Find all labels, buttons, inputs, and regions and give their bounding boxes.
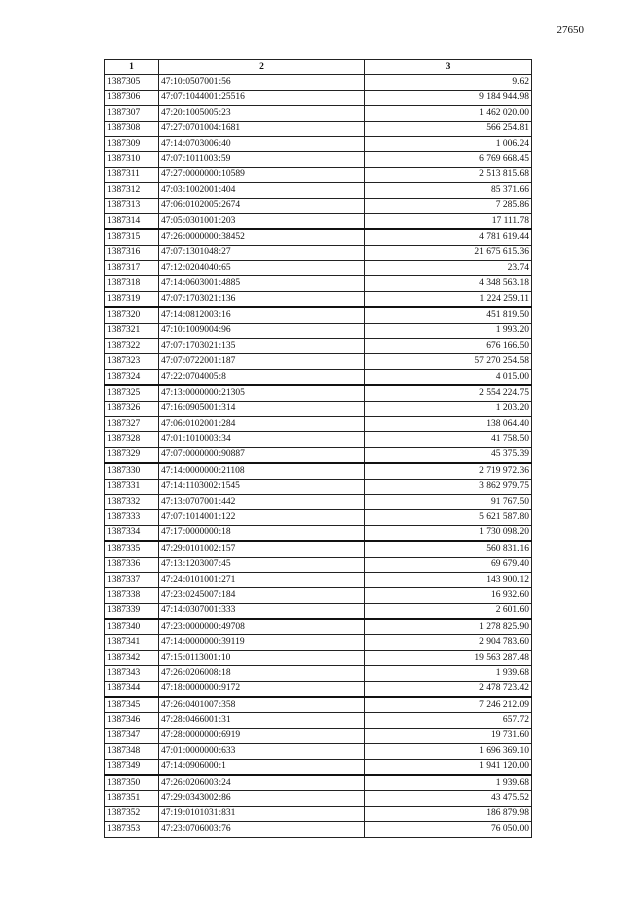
table-row (105, 494, 532, 509)
table-row (105, 822, 532, 837)
cadastral-number-cell: 47:01:1010003:34 (159, 432, 365, 447)
table-row (105, 339, 532, 354)
value-cell: 2 513 815.68 (365, 167, 532, 182)
table-row (105, 572, 532, 587)
cadastral-number-cell: 47:14:0603001:4885 (159, 276, 365, 291)
cadastral-number-cell: 47:26:0000000:38452 (159, 229, 365, 245)
table-row (105, 432, 532, 447)
row-number-cell: 1387352 (105, 806, 159, 821)
value-cell: 1 278 825.90 (365, 619, 532, 635)
table-row (105, 681, 532, 697)
table-row (105, 603, 532, 619)
table-row (105, 75, 532, 90)
table-row (105, 525, 532, 541)
value-cell: 560 831.16 (365, 541, 532, 557)
value-cell: 43 475.52 (365, 791, 532, 806)
value-cell: 143 900.12 (365, 572, 532, 587)
value-cell: 186 879.98 (365, 806, 532, 821)
table-row (105, 198, 532, 213)
row-number-cell: 1387333 (105, 510, 159, 525)
cadastral-number-cell: 47:29:0343002:86 (159, 791, 365, 806)
table-row (105, 541, 532, 557)
table-row (105, 354, 532, 369)
cadastral-number-cell: 47:27:0701004:1681 (159, 121, 365, 136)
value-cell: 7 246 212.09 (365, 697, 532, 713)
row-number-cell: 1387309 (105, 136, 159, 151)
row-number-cell: 1387311 (105, 167, 159, 182)
cadastral-number-cell: 47:20:1005005:23 (159, 106, 365, 121)
table-row (105, 183, 532, 198)
row-number-cell: 1387353 (105, 822, 159, 837)
row-number-cell: 1387320 (105, 307, 159, 323)
row-number-cell: 1387349 (105, 759, 159, 775)
table-row (105, 588, 532, 603)
table-row (105, 106, 532, 121)
row-number-cell: 1387305 (105, 75, 159, 90)
table-row (105, 323, 532, 338)
value-cell: 1 006.24 (365, 136, 532, 151)
table-row (105, 167, 532, 182)
cadastral-number-cell: 47:13:0000000:21305 (159, 385, 365, 401)
table-row (105, 369, 532, 385)
row-number-cell: 1387339 (105, 603, 159, 619)
cadastral-number-cell: 47:22:0704005:8 (159, 369, 365, 385)
row-number-cell: 1387319 (105, 291, 159, 307)
table-row (105, 759, 532, 775)
row-number-cell: 1387341 (105, 635, 159, 650)
row-number-cell: 1387315 (105, 229, 159, 245)
value-cell: 1 993.20 (365, 323, 532, 338)
table-row (105, 791, 532, 806)
value-cell: 138 064.40 (365, 416, 532, 431)
row-number-cell: 1387338 (105, 588, 159, 603)
value-cell: 6 769 668.45 (365, 152, 532, 167)
row-number-cell: 1387347 (105, 728, 159, 743)
cadastral-number-cell: 47:16:0905001:314 (159, 401, 365, 416)
cadastral-number-cell: 47:14:0000000:21108 (159, 463, 365, 479)
cadastral-number-cell: 47:13:0707001:442 (159, 494, 365, 509)
table-row (105, 775, 532, 791)
value-cell: 9 184 944.98 (365, 90, 532, 105)
cadastral-number-cell: 47:07:1044001:25516 (159, 90, 365, 105)
cadastral-value-table (104, 59, 532, 838)
page-number: 27650 (556, 24, 584, 36)
cadastral-number-cell: 47:10:1009004:96 (159, 323, 365, 338)
table-row (105, 806, 532, 821)
value-cell: 76 050.00 (365, 822, 532, 837)
row-number-cell: 1387312 (105, 183, 159, 198)
cadastral-number-cell: 47:28:0466001:31 (159, 713, 365, 728)
cadastral-number-cell: 47:29:0101002:157 (159, 541, 365, 557)
value-cell: 2 554 224.75 (365, 385, 532, 401)
row-number-cell: 1387308 (105, 121, 159, 136)
cadastral-number-cell: 47:07:0722001:187 (159, 354, 365, 369)
row-number-cell: 1387306 (105, 90, 159, 105)
table-row (105, 744, 532, 759)
value-cell: 1 939.68 (365, 666, 532, 681)
row-number-cell: 1387351 (105, 791, 159, 806)
value-cell: 676 166.50 (365, 339, 532, 354)
row-number-cell: 1387321 (105, 323, 159, 338)
row-number-cell: 1387337 (105, 572, 159, 587)
row-number-cell: 1387307 (105, 106, 159, 121)
cadastral-number-cell: 47:07:1703021:135 (159, 339, 365, 354)
row-number-cell: 1387336 (105, 557, 159, 572)
cadastral-number-cell: 47:27:0000000:10589 (159, 167, 365, 182)
column-header-2: 2 (159, 60, 365, 75)
value-cell: 1 730 098.20 (365, 525, 532, 541)
value-cell: 91 767.50 (365, 494, 532, 509)
table-row (105, 213, 532, 229)
cadastral-number-cell: 47:07:1014001:122 (159, 510, 365, 525)
cadastral-number-cell: 47:14:0703006:40 (159, 136, 365, 151)
table-row (105, 245, 532, 260)
table-row (105, 635, 532, 650)
row-number-cell: 1387316 (105, 245, 159, 260)
cadastral-number-cell: 47:07:1301048:27 (159, 245, 365, 260)
table-row (105, 650, 532, 665)
row-number-cell: 1387340 (105, 619, 159, 635)
cadastral-number-cell: 47:07:0000000:90887 (159, 447, 365, 463)
value-cell: 3 862 979.75 (365, 479, 532, 494)
table-header-row (105, 60, 532, 75)
table-row (105, 619, 532, 635)
row-number-cell: 1387322 (105, 339, 159, 354)
value-cell: 16 932.60 (365, 588, 532, 603)
value-cell: 85 371.66 (365, 183, 532, 198)
cadastral-number-cell: 47:05:0301001:203 (159, 213, 365, 229)
cadastral-number-cell: 47:14:0812003:16 (159, 307, 365, 323)
cadastral-number-cell: 47:01:0000000:633 (159, 744, 365, 759)
cadastral-number-cell: 47:18:0000000:9172 (159, 681, 365, 697)
value-cell: 2 719 972.36 (365, 463, 532, 479)
table-row (105, 229, 532, 245)
row-number-cell: 1387310 (105, 152, 159, 167)
row-number-cell: 1387348 (105, 744, 159, 759)
row-number-cell: 1387350 (105, 775, 159, 791)
cadastral-number-cell: 47:15:0113001:10 (159, 650, 365, 665)
table-row (105, 510, 532, 525)
cadastral-number-cell: 47:14:0906000:1 (159, 759, 365, 775)
row-number-cell: 1387326 (105, 401, 159, 416)
row-number-cell: 1387334 (105, 525, 159, 541)
table-row (105, 557, 532, 572)
row-number-cell: 1387323 (105, 354, 159, 369)
value-cell: 1 462 020.00 (365, 106, 532, 121)
cadastral-number-cell: 47:12:0204040:65 (159, 261, 365, 276)
table-row (105, 713, 532, 728)
value-cell: 21 675 615.36 (365, 245, 532, 260)
cadastral-number-cell: 47:03:1002001:404 (159, 183, 365, 198)
value-cell: 41 758.50 (365, 432, 532, 447)
table-row (105, 291, 532, 307)
cadastral-number-cell: 47:13:1203007:45 (159, 557, 365, 572)
value-cell: 69 679.40 (365, 557, 532, 572)
row-number-cell: 1387331 (105, 479, 159, 494)
table-row (105, 479, 532, 494)
table-row (105, 401, 532, 416)
cadastral-number-cell: 47:14:1103002:1545 (159, 479, 365, 494)
value-cell: 1 941 120.00 (365, 759, 532, 775)
cadastral-number-cell: 47:23:0000000:49708 (159, 619, 365, 635)
cadastral-number-cell: 47:10:0507001:56 (159, 75, 365, 90)
table-row (105, 666, 532, 681)
cadastral-number-cell: 47:14:0307001:333 (159, 603, 365, 619)
row-number-cell: 1387330 (105, 463, 159, 479)
value-cell: 2 601.60 (365, 603, 532, 619)
value-cell: 17 111.78 (365, 213, 532, 229)
row-number-cell: 1387318 (105, 276, 159, 291)
table-row (105, 90, 532, 105)
table-row (105, 728, 532, 743)
value-cell: 1 696 369.10 (365, 744, 532, 759)
cadastral-number-cell: 47:14:0000000:39119 (159, 635, 365, 650)
cadastral-number-cell: 47:26:0206008:18 (159, 666, 365, 681)
table-row (105, 261, 532, 276)
value-cell: 451 819.50 (365, 307, 532, 323)
cadastral-number-cell: 47:17:0000000:18 (159, 525, 365, 541)
column-header-3: 3 (365, 60, 532, 75)
value-cell: 4 015.00 (365, 369, 532, 385)
table-row (105, 447, 532, 463)
table-row (105, 121, 532, 136)
value-cell: 566 254.81 (365, 121, 532, 136)
value-cell: 4 781 619.44 (365, 229, 532, 245)
row-number-cell: 1387324 (105, 369, 159, 385)
row-number-cell: 1387346 (105, 713, 159, 728)
table-row (105, 276, 532, 291)
value-cell: 1 203.20 (365, 401, 532, 416)
cadastral-number-cell: 47:23:0245007:184 (159, 588, 365, 603)
row-number-cell: 1387342 (105, 650, 159, 665)
cadastral-number-cell: 47:06:0102005:2674 (159, 198, 365, 213)
cadastral-number-cell: 47:06:0102001:284 (159, 416, 365, 431)
row-number-cell: 1387313 (105, 198, 159, 213)
table-row (105, 152, 532, 167)
row-number-cell: 1387343 (105, 666, 159, 681)
table-body (105, 75, 532, 837)
row-number-cell: 1387327 (105, 416, 159, 431)
cadastral-number-cell: 47:24:0101001:271 (159, 572, 365, 587)
cadastral-number-cell: 47:26:0401007:358 (159, 697, 365, 713)
value-cell: 45 375.39 (365, 447, 532, 463)
cadastral-number-cell: 47:07:1011003:59 (159, 152, 365, 167)
value-cell: 2 478 723.42 (365, 681, 532, 697)
table-row (105, 697, 532, 713)
row-number-cell: 1387335 (105, 541, 159, 557)
value-cell: 57 270 254.58 (365, 354, 532, 369)
table-row (105, 463, 532, 479)
table-row (105, 416, 532, 431)
column-header-1: 1 (105, 60, 159, 75)
cadastral-number-cell: 47:28:0000000:6919 (159, 728, 365, 743)
value-cell: 19 563 287.48 (365, 650, 532, 665)
row-number-cell: 1387317 (105, 261, 159, 276)
row-number-cell: 1387329 (105, 447, 159, 463)
value-cell: 4 348 563.18 (365, 276, 532, 291)
row-number-cell: 1387325 (105, 385, 159, 401)
row-number-cell: 1387344 (105, 681, 159, 697)
cadastral-number-cell: 47:23:0706003:76 (159, 822, 365, 837)
value-cell: 1 939.68 (365, 775, 532, 791)
row-number-cell: 1387328 (105, 432, 159, 447)
value-cell: 23.74 (365, 261, 532, 276)
table-row (105, 307, 532, 323)
cadastral-number-cell: 47:19:0101031:831 (159, 806, 365, 821)
value-cell: 657.72 (365, 713, 532, 728)
value-cell: 19 731.60 (365, 728, 532, 743)
table-row (105, 385, 532, 401)
row-number-cell: 1387345 (105, 697, 159, 713)
value-cell: 1 224 259.11 (365, 291, 532, 307)
row-number-cell: 1387314 (105, 213, 159, 229)
cadastral-number-cell: 47:26:0206003:24 (159, 775, 365, 791)
row-number-cell: 1387332 (105, 494, 159, 509)
value-cell: 7 285.86 (365, 198, 532, 213)
value-cell: 9.62 (365, 75, 532, 90)
value-cell: 2 904 783.60 (365, 635, 532, 650)
cadastral-number-cell: 47:07:1703021:136 (159, 291, 365, 307)
table-row (105, 136, 532, 151)
value-cell: 5 621 587.80 (365, 510, 532, 525)
